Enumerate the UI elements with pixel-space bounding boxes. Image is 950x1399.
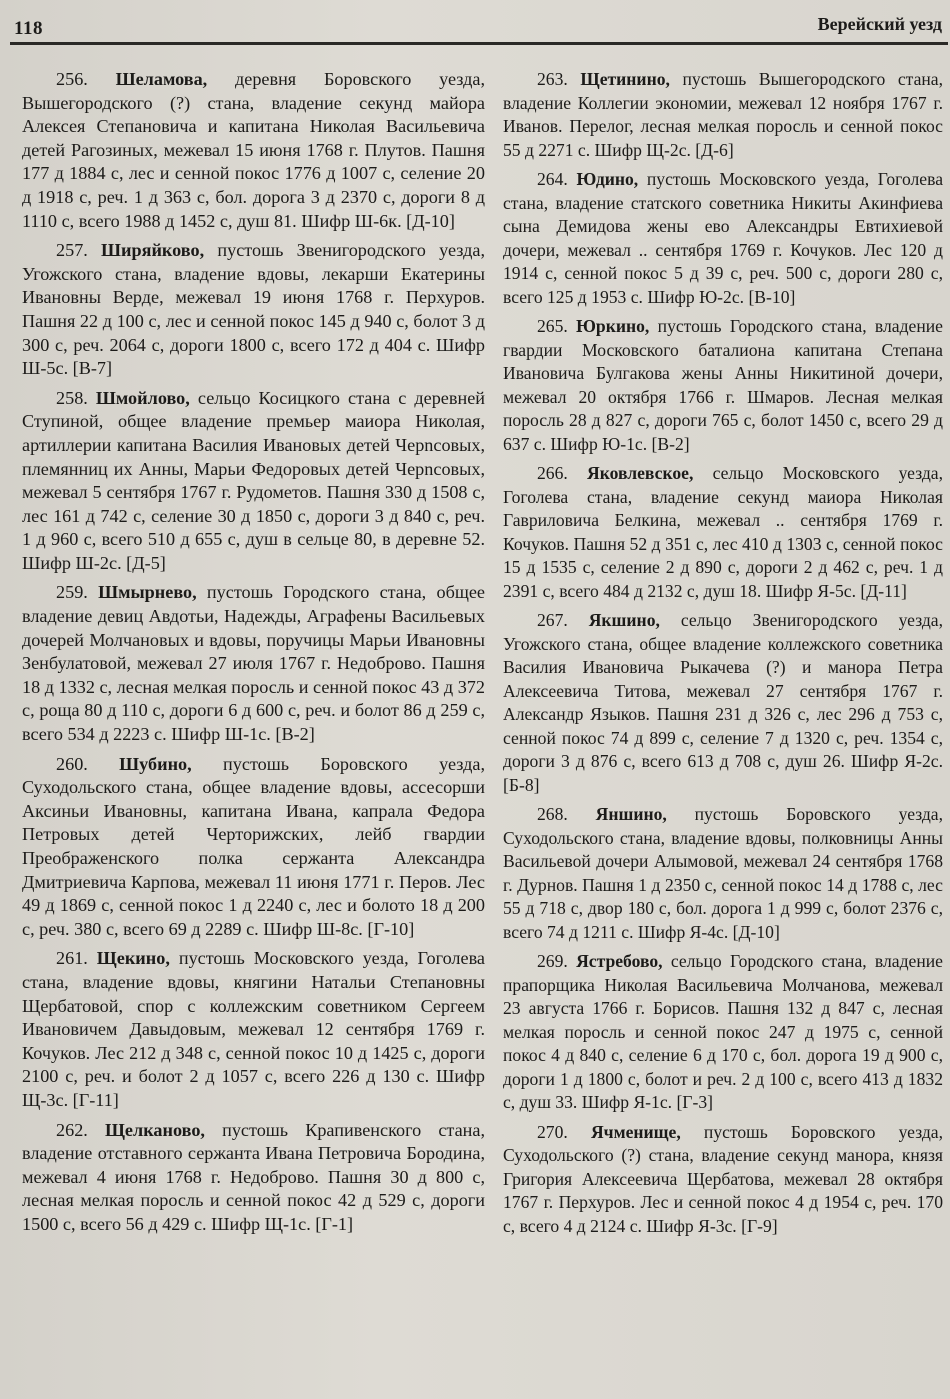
place-name: Ячменище, [590, 1121, 681, 1142]
entry-number: 259. [56, 582, 88, 603]
entry-number: 266. [537, 463, 568, 483]
entry-number: 262. [56, 1119, 88, 1140]
place-name: Щетинино, [580, 69, 670, 89]
entry-257 [22, 239, 485, 381]
entry-265 [503, 315, 943, 456]
place-name: Яковлевское, [587, 463, 694, 483]
page-header [0, 0, 950, 54]
place-name: Яншино, [595, 804, 667, 824]
entry-number: 265. [537, 316, 568, 336]
entry-number: 264. [537, 169, 568, 189]
entry-text: пустошь Московского уезда, Гоголева стана, владение статского советника Никиты Акинфиева сына Демидова жены ево Александры Евтихиевой дочери, межевал .. сентября 1769 г. Кочуков. Лес 120 д 1914 с, сенной покос 5 д 39 с, реч. 500 с, дороги 280 с, всего 125 д 1953 с. Шифр Ю-2с. [В-10] [503, 169, 943, 307]
entry-text: пустошь Боровского уезда, Суходольского стана, владение вдовы, полковницы Анны Васильевой дочери Алымовой, межевал 24 сентября 1768 г. Дурнов. Пашня 1 д 2350 с, сенной покос 14 д 1788 с, лес 55 д 718 с, двор 180 с, бол. дорога 1 д 999 с, болот 2376 с, всего 74 д 1211 с. Шифр Я-4с. [Д-10] [503, 804, 944, 942]
entry-260 [22, 753, 485, 942]
entry-number: 256. [56, 69, 88, 89]
entry-text: сельцо Косицкого стана с деревней Ступиной, общее владение премьер маиора Николая, артиллерии капитана Василия Ивановых детей Черncовых, племянниц их Анны, Марьи Федоровых детей Черncовых, межевал 5 сентября 1767 г. Рудометов. Пашня 330 д 1508 с, лес 161 д 742 с, селение 30 д 1850 с, дороги 3 д 840 с, реч. 1 д 960 с, всего 510 д 655 с, душ в сельце 80, в деревне 52. Шифр Ш-2с. [Д-5] [22, 387, 486, 573]
entry-262 [22, 1119, 485, 1237]
entry-number: 257. [56, 240, 88, 261]
entry-number: 263. [537, 69, 568, 89]
entry-264 [503, 168, 943, 309]
entry-266 [503, 462, 943, 603]
entry-268 [503, 803, 943, 944]
place-name: Юдино, [576, 169, 639, 189]
entry-256 [22, 68, 485, 233]
entry-text: пустошь Звенигородского уезда, Угожского стана, владение вдовы, лекарши Екатерины Ивановны Верде, межевал 19 июня 1768 г. Перхуров. Пашня 22 д 100 с, лес и сенной покос 145 д 940 с, болот 3 д 300 с, реч. 2064 с, дороги 1800 с, всего 172 д 404 с. Шифр Ш-5с. [В-7] [22, 240, 485, 379]
entry-258 [22, 387, 485, 576]
entry-text: сельцо Московского уезда, Гоголева стана, владение секунд маиора Николая Гавриловича Белкина, межевал .. сентября 1769 г. Кочуков. Пашня 52 д 351 с, лес 410 д 1303 с, сенной покос 15 д 1535 с, селение 2 д 890 с, дороги 2 д 462 с, реч. 1 д 2391 с, всего 484 д 2132 с, душ 18. Шифр Я-5с. [Д-11] [503, 463, 943, 601]
entry-text: пустошь Боровского уезда, Суходольского стана, общее владение вдовы, ассесорши Аксиньи Ивановны, капитана Ивана, капрала Федора Петровых детей Черторижских, лейб гвардии Преображенского полка сержанта Александра Дмитриевича Карпова, межевал 11 июня 1771 г. Перов. Лес 49 д 1869 с, сенной покос 1 д 2240 с, лес и болото 18 д 200 с, реч. 380 с, всего 69 д 2289 с. Шифр Ш-8с. [Г-10] [22, 753, 485, 939]
place-name: Якшино, [588, 610, 660, 630]
entry-text: сельцо Городского стана, владение прапорщика Николая Васильевича Молчанова, межевал 23 августа 1766 г. Борисов. Пашня 132 д 847 с, лесная мелкая поросль и сенной покос 247 д 1975 с, сенной покос 4 д 840 с, селение 6 д 170 с, бол. дорога 19 д 900 с, дороги 1 д 1800 с, болот и реч. 2 д 100 с, всего 413 д 1832 с, душ 33. Шифр Я-1с. [Г-3] [503, 951, 943, 1112]
place-name: Юркино, [576, 316, 650, 336]
entry-text: пустошь Боровского уезда, Суходольского (?) стана, владение секунд манора, князя Григория Алексеевича Щербатова, межевал 28 октября 1767 г. Перхуров. Лес и сенной покос 4 д 1954 с, реч. 170 с, всего 4 д 2124 с. Шифр Я-3с. [Г-9] [503, 1121, 943, 1236]
page-number: 118 [14, 18, 43, 39]
entry-text: пустошь Вышегородского стана, владение Коллегии экономии, межевал 12 ноября 1767 г. Иванов. Перелог, лесная мелкая поросль и сенной покос 55 д 2271 с. Шифр Щ-2с. [Д-6] [503, 69, 944, 160]
entry-text: пустошь Городского стана, общее владение девиц Авдотьи, Надежды, Аграфены Васильевых дочерей Молчановых и вдовы, поручицы Марьи Ивановны Зенбулатовой, межевал 27 июля 1767 г. Недоброво. Пашня 18 д 1332 с, лесная мелкая поросль и сенной покос 43 д 372 с, роща 80 д 110 с, дороги 6 д 600 с, реч. и болот 86 д 259 с, всего 534 д 2223 с. Шифр Ш-1с. [В-2] [22, 582, 485, 745]
left-column [22, 68, 485, 1387]
entry-263 [503, 68, 943, 162]
entry-number: 269. [537, 951, 568, 971]
entry-text: пустошь Крапивенского стана, владение отставного сержанта Ивана Петровича Бородина, межевал 4 июня 1768 г. Недоброво. Пашня 30 д 800 с, лесная мелкая поросль и сенной покос 42 д 529 с, дороги 1500 с, всего 56 д 429 с. Шифр Щ-1с. [Г-1] [22, 1119, 485, 1234]
place-name: Шубино, [119, 753, 192, 774]
entry-text: сельцо Звенигородского уезда, Угожского стана, общее владение коллежского советника Василия Ивановича Рыкачева (?) и манора Петра Алексеевича Титова, межевал 27 сентября 1767 г. Александр Языков. Пашня 231 д 326 с, лес 296 д 753 с, сенной покос 74 д 899 с, селение 7 д 1320 с, реч. 1354 с, дороги 3 д 876 с, всего 613 д 708 с, душ 26. Шифр Я-2с. [Б-8] [503, 610, 943, 795]
entry-text: пустошь Городского стана, владение гвардии Московского баталиона капитана Степана Ивановича Булгакова жены Анны Никитиной дочери, межевал 20 октября 1766 г. Шмаров. Лесная мелкая поросль 28 д 827 с, дороги 765 с, болот 1450 с, всего 29 д 637 с. Шифр Ю-1с. [В-2] [503, 316, 943, 454]
place-name: Шмойлово, [95, 387, 190, 408]
entry-number: 267. [537, 610, 568, 630]
entry-261 [22, 947, 485, 1112]
running-head: Верейский уезд [817, 14, 942, 34]
entry-number: 260. [56, 753, 88, 774]
right-column [503, 68, 943, 1387]
place-name: Ширяйково, [101, 240, 205, 261]
entry-269 [503, 950, 943, 1115]
place-name: Щелканово, [104, 1119, 205, 1140]
place-name: Ястребово, [576, 951, 663, 971]
entry-text: пустошь Московского уезда, Гоголева стана, владение вдовы, княгини Натальи Степановны Щербатовой, спор с коллежским советником Сергеем Ивановичем Давыдовым, межевал 12 сентября 1769 г. Кочуков. Лес 212 д 348 с, сенной покос 10 д 1425 с, дороги 2100 с, реч. и болот 2 д 1057 с, всего 226 д 130 с. Шифр Щ-3с. [Г-11] [22, 948, 485, 1110]
entry-number: 258. [56, 387, 88, 408]
place-name: Щекино, [96, 948, 170, 969]
entry-text: деревня Боровского уезда, Вышегородского (?) стана, владение секунд майора Алексея Степановича и капитана Николая Васильевича детей Рагозиных, межевал 15 июня 1768 г. Плутов. Пашня 177 д 1884 с, лес и сенной покос 1776 д 1007 с, селение 20 д 1918 с, реч. 1 д 363 с, бол. дорога 3 д 2370 с, дороги 8 д 1110 с, всего 1988 д 1452 с, душ 81. Шифр Ш-6к. [Д-10] [22, 69, 485, 231]
entry-number: 261. [56, 948, 88, 969]
entry-259 [22, 581, 485, 746]
entry-270 [503, 1121, 943, 1239]
entry-number: 268. [537, 804, 568, 824]
header-rule [10, 42, 948, 45]
entry-267 [503, 609, 943, 797]
entry-number: 270. [537, 1121, 568, 1142]
place-name: Шмырнево, [98, 582, 197, 603]
place-name: Шеламова, [115, 69, 208, 89]
